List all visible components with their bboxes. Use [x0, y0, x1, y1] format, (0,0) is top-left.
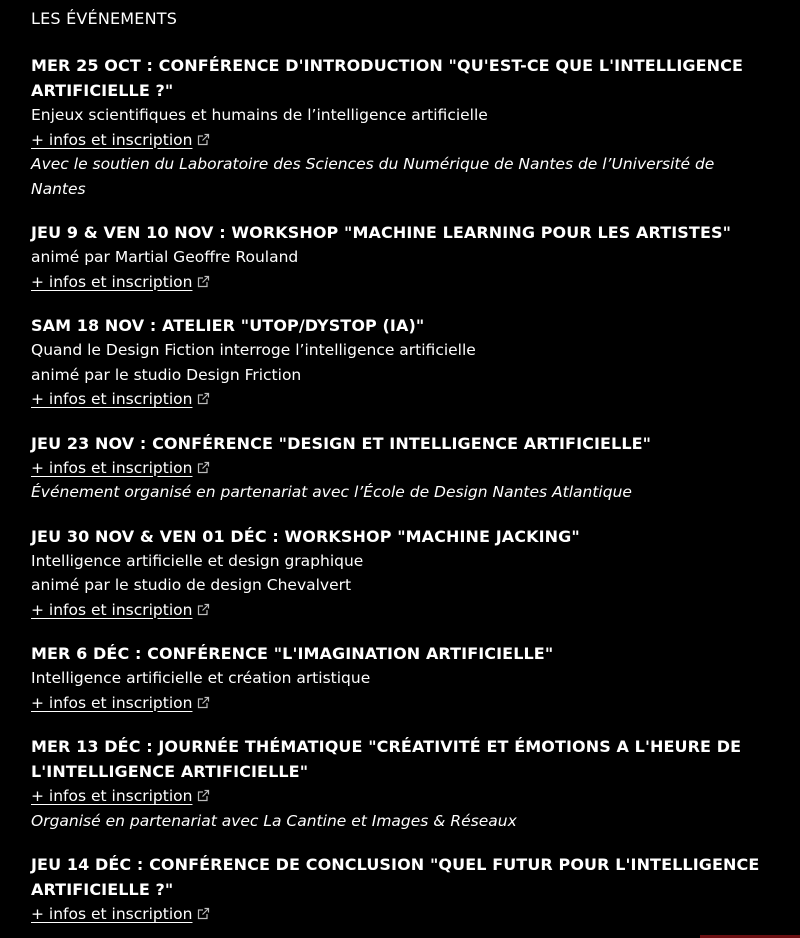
link-label: + infos et inscription	[31, 693, 193, 712]
event-item	[31, 852, 771, 927]
event-note: Organisé en partenariat avec La Cantine et Images & Réseaux	[31, 811, 517, 830]
section-title: LES ÉVÉNEMENTS	[31, 9, 178, 28]
event-title: MER 6 DÉC : CONFÉRENCE "L'IMAGINATION ARTIFICIELLE"	[31, 644, 554, 663]
event-item	[31, 313, 771, 412]
external-link-icon	[196, 133, 210, 147]
event-description: Intelligence artificielle et création artistique	[31, 669, 371, 687]
event-description: Intelligence artificielle et design graphique	[31, 551, 364, 570]
infos-inscription-link[interactable]	[31, 691, 210, 716]
infos-inscription-link[interactable]	[31, 456, 210, 481]
external-link-icon	[196, 392, 210, 406]
link-label: + infos et inscription	[31, 390, 193, 408]
infos-inscription-link[interactable]	[31, 902, 210, 927]
event-description: Enjeux scientifiques et humains de l’intelligence artificielle	[31, 106, 488, 124]
event-description: animé par le studio Design Friction	[31, 365, 302, 384]
external-link-icon	[196, 275, 210, 289]
event-title: JEU 23 NOV : CONFÉRENCE "DESIGN ET INTELLIGENCE ARTIFICIELLE"	[31, 433, 652, 453]
event-item	[31, 524, 771, 623]
event-title: MER 25 OCT : CONFÉRENCE D'INTRODUCTION "QU'EST-CE QUE L'INTELLIGENCE ARTIFICIELLE ?"	[31, 56, 744, 100]
link-label: + infos et inscription	[31, 272, 193, 291]
external-link-icon	[196, 696, 210, 710]
event-item	[31, 220, 771, 294]
link-label: + infos et inscription	[31, 458, 193, 477]
event-title: SAM 18 NOV : ATELIER "UTOP/DYSTOP (IA)"	[31, 316, 425, 335]
event-title: JEU 9 & VEN 10 NOV : WORKSHOP "MACHINE LEARNING POUR LES ARTISTES"	[31, 223, 732, 242]
event-title: MER 13 DÉC : JOURNÉE THÉMATIQUE "CRÉATIVITÉ ET ÉMOTIONS A L'HEURE DE L'INTELLIGENCE ARTIFICIELLE"	[31, 737, 742, 781]
infos-inscription-link[interactable]	[31, 128, 210, 153]
event-note: Événement organisé en partenariat avec l’École de Design Nantes Atlantique	[31, 483, 632, 501]
event-item	[31, 431, 771, 505]
event-description: Quand le Design Fiction interroge l’intelligence artificielle	[31, 341, 476, 359]
event-item	[31, 53, 771, 201]
link-label: + infos et inscription	[31, 787, 193, 805]
infos-inscription-link[interactable]	[31, 387, 210, 412]
event-note: Avec le soutien du Laboratoire des Sciences du Numérique de Nantes de l’Université de Nantes	[31, 155, 715, 198]
link-label: + infos et inscription	[31, 600, 193, 619]
event-item	[31, 734, 771, 833]
infos-inscription-link[interactable]	[31, 784, 210, 809]
infos-inscription-link[interactable]	[31, 598, 210, 623]
event-description: animé par Martial Geoffre Rouland	[31, 248, 299, 266]
infos-inscription-link[interactable]	[31, 270, 210, 295]
event-item	[31, 641, 771, 715]
link-label: + infos et inscription	[31, 905, 193, 923]
event-list	[31, 53, 771, 927]
external-link-icon	[196, 907, 210, 921]
event-title: JEU 14 DÉC : CONFÉRENCE DE CONCLUSION "QUEL FUTUR POUR L'INTELLIGENCE ARTIFICIELLE ?"	[31, 855, 760, 899]
event-description: animé par le studio de design Chevalvert	[31, 576, 352, 594]
external-link-icon	[196, 789, 210, 803]
event-title: JEU 30 NOV & VEN 01 DÉC : WORKSHOP "MACHINE JACKING"	[31, 526, 580, 546]
external-link-icon	[196, 461, 210, 475]
link-label: + infos et inscription	[31, 130, 193, 149]
external-link-icon	[196, 603, 210, 617]
events-page	[31, 0, 771, 927]
